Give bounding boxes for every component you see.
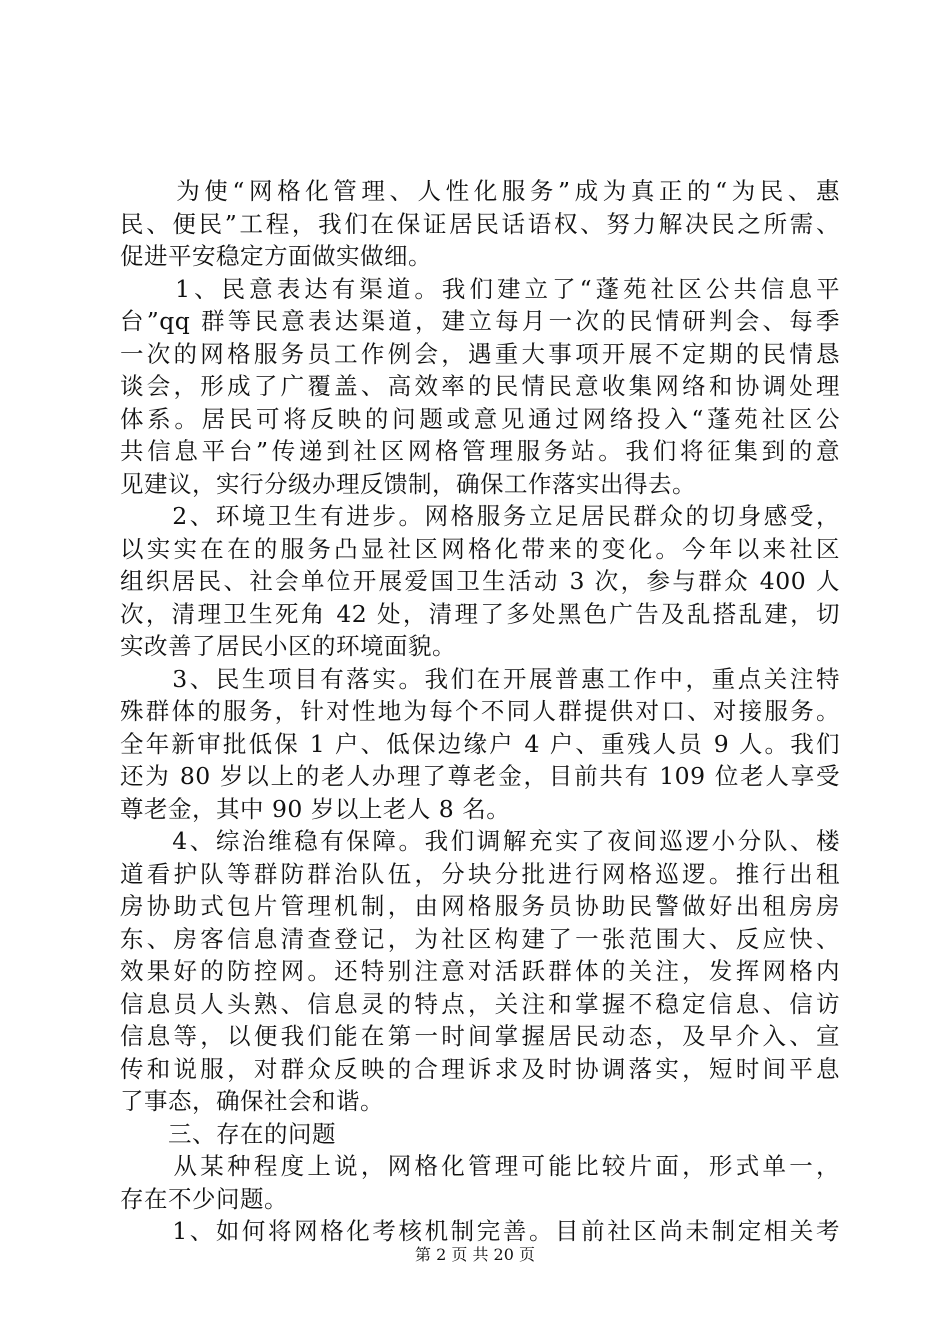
text-line: 从某种程度上说，网格化管理可能比较片面，形式单一， — [120, 1152, 840, 1180]
text-line: 次，清理卫生死角 42 处，清理了多处黑色广告及乱搭乱建，切 — [120, 599, 840, 628]
text-line: 实改善了居民小区的环境面貌。 — [120, 632, 456, 660]
text-line: 谈会，形成了广覆盖、高效率的民情民意收集网络和协调处理 — [120, 372, 840, 400]
text-line: 1、民意表达有渠道。我们建立了“蓬苑社区公共信息平 — [120, 274, 840, 303]
text-line: 台”qq 群等民意表达渠道，建立每月一次的民情研判会、每季 — [120, 307, 840, 335]
text-line: 2、环境卫生有进步。网格服务立足居民群众的切身感受， — [120, 502, 840, 530]
text-line: 信息员人头熟、信息灵的特点，关注和掌握不稳定信息、信访 — [120, 989, 840, 1018]
text-line: 1、如何将网格化考核机制完善。目前社区尚未制定相关考 — [120, 1217, 840, 1245]
text-line: 以实实在在的服务凸显社区网格化带来的变化。今年以来社区 — [120, 534, 840, 563]
text-line: 共信息平台”传递到社区网格管理服务站。我们将征集到的意 — [120, 437, 840, 465]
text-line: 促进平安稳定方面做实做细。 — [120, 242, 432, 270]
text-line: 4、综治维稳有保障。我们调解充实了夜间巡逻小分队、楼 — [120, 827, 840, 855]
page-footer: 第 2 页 共 20 页 — [415, 1245, 535, 1264]
text-line: 存在不少问题。 — [120, 1184, 288, 1213]
text-line: 全年新审批低保 1 户、低保边缘户 4 户、重残人员 9 人。我们 — [120, 729, 840, 758]
text-line: 民、便民”工程，我们在保证居民话语权、努力解决民之所需、 — [120, 209, 840, 238]
text-line: 道看护队等群防群治队伍，分块分批进行网格巡逻。推行出租 — [120, 859, 840, 888]
text-line: 见建议，实行分级办理反馈制，确保工作落实出得去。 — [120, 469, 696, 498]
text-line: 体系。居民可将反映的问题或意见通过网络投入“蓬苑社区公 — [120, 404, 840, 433]
text-line: 殊群体的服务，针对性地为每个不同人群提供对口、对接服务。 — [120, 697, 840, 725]
text-line: 信息等，以便我们能在第一时间掌握居民动态，及早介入、宣 — [120, 1022, 840, 1050]
text-line: 效果好的防控网。还特别注意对活跃群体的关注，发挥网格内 — [120, 957, 840, 985]
text-line: 组织居民、社会单位开展爱国卫生活动 3 次，参与群众 400 人 — [120, 567, 840, 595]
text-line: 一次的网格服务员工作例会，遇重大事项开展不定期的民情恳 — [120, 339, 840, 368]
text-line: 3、民生项目有落实。我们在开展普惠工作中，重点关注特 — [120, 664, 840, 693]
text-line: 尊老金，其中 90 岁以上老人 8 名。 — [120, 794, 511, 823]
text-line: 三、存在的问题 — [120, 1119, 336, 1148]
text-line: 房协助式包片管理机制，由网格服务员协助民警做好出租房房 — [120, 892, 840, 920]
text-line: 为使“网格化管理、人性化服务”成为真正的“为民、惠 — [120, 177, 840, 205]
text-line: 传和说服，对群众反映的合理诉求及时协调落实，短时间平息 — [120, 1054, 840, 1083]
text-line: 东、房客信息清查登记，为社区构建了一张范围大、反应快、 — [120, 924, 840, 953]
document-body — [120, 175, 840, 1248]
text-line: 了事态，确保社会和谐。 — [120, 1087, 384, 1115]
text-line: 还为 80 岁以上的老人办理了尊老金，目前共有 109 位老人享受 — [120, 762, 840, 790]
